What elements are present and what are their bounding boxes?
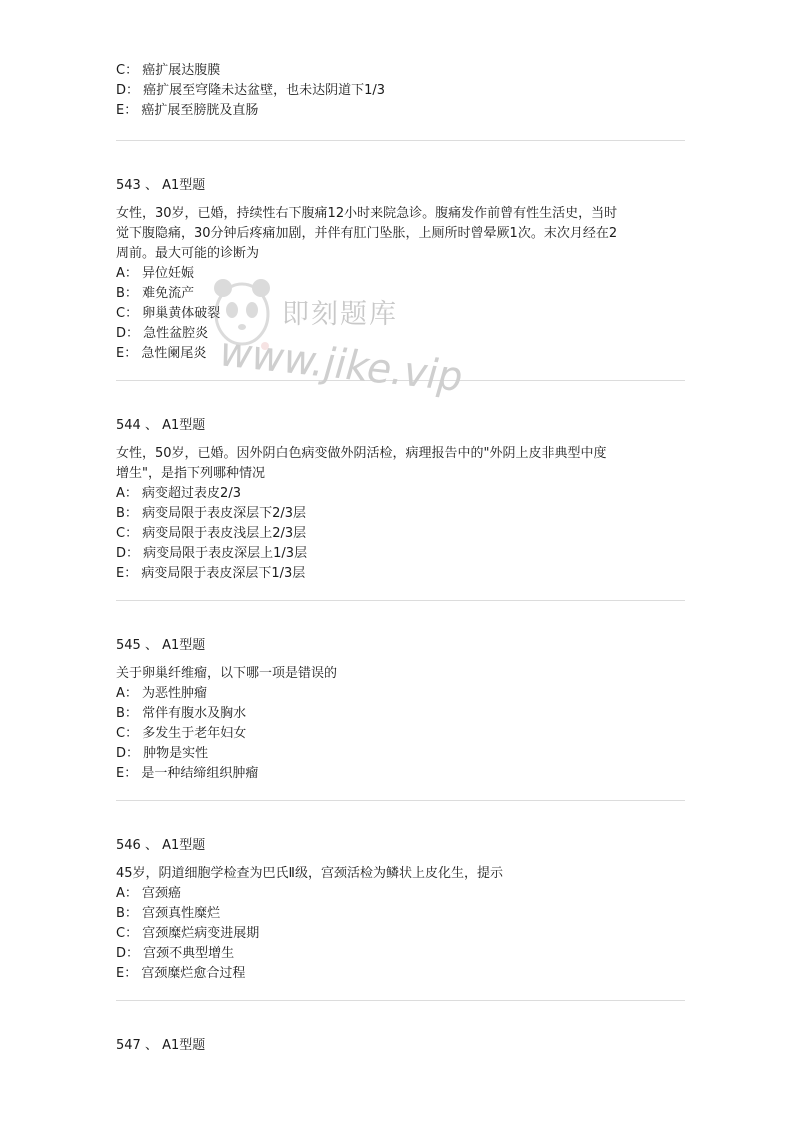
option-d: D： 肿物是实性 xyxy=(116,746,209,761)
question-stem-line: 周前。最大可能的诊断为 xyxy=(116,246,260,261)
option-b: B： 常伴有腹水及胸水 xyxy=(116,706,247,721)
option-e: E： 癌扩展至膀胱及直肠 xyxy=(116,103,259,118)
question-stem-line: 女性，30岁，已婚，持续性右下腹痛12小时来院急诊。腹痛发作前曾有性生活史，当时 xyxy=(116,206,618,221)
option-e: E： 宫颈糜烂愈合过程 xyxy=(116,966,246,981)
question-545 xyxy=(116,636,686,784)
option-c: C： 多发生于老年妇女 xyxy=(116,726,247,741)
divider xyxy=(116,140,685,141)
divider xyxy=(116,380,685,381)
question-stem-line: 关于卵巢纤维瘤，以下哪一项是错误的 xyxy=(116,666,338,681)
question-547 xyxy=(116,1036,686,1056)
question-stem-line: 觉下腹隐痛，30分钟后疼痛加剧，并伴有肛门坠胀，上厕所时曾晕厥1次。末次月经在2 xyxy=(116,226,618,241)
option-d: D： 病变局限于表皮深层上1/3层 xyxy=(116,546,308,561)
option-b: B： 病变局限于表皮深层下2/3层 xyxy=(116,506,306,521)
question-546 xyxy=(116,836,686,984)
option-e: E： 急性阑尾炎 xyxy=(116,346,207,361)
question-header: 543 、 A1型题 xyxy=(116,178,206,193)
divider xyxy=(116,600,685,601)
question-header: 547 、 A1型题 xyxy=(116,1038,206,1053)
option-a: A： 宫颈癌 xyxy=(116,886,182,901)
option-c: C： 癌扩展达腹膜 xyxy=(116,63,221,78)
divider xyxy=(116,800,685,801)
option-a: A： 异位妊娠 xyxy=(116,266,195,281)
option-c: C： 病变局限于表皮浅层上2/3层 xyxy=(116,526,307,541)
option-c: C： 卵巢黄体破裂 xyxy=(116,306,221,321)
option-d: D： 宫颈不典型增生 xyxy=(116,946,235,961)
question-stem-line: 女性，50岁，已婚。因外阴白色病变做外阴活检，病理报告中的"外阴上皮非典型中度 xyxy=(116,446,607,461)
option-b: B： 难免流产 xyxy=(116,286,195,301)
option-a: A： 为恶性肿瘤 xyxy=(116,686,208,701)
question-544 xyxy=(116,416,686,584)
option-d: D： 急性盆腔炎 xyxy=(116,326,209,341)
option-c: C： 宫颈糜烂病变进展期 xyxy=(116,926,260,941)
divider xyxy=(116,1000,685,1001)
question-stem-line: 增生"，是指下列哪种情况 xyxy=(116,466,265,481)
watermark-text: 即刻题库 xyxy=(282,299,398,330)
watermark-url: www.jike.vip xyxy=(213,329,470,401)
question-header: 544 、 A1型题 xyxy=(116,418,206,433)
question-header: 546 、 A1型题 xyxy=(116,838,206,853)
question-stem-line: 45岁，阴道细胞学检查为巴氏Ⅱ级，宫颈活检为鳞状上皮化生，提示 xyxy=(116,866,503,881)
question-header: 545 、 A1型题 xyxy=(116,638,206,653)
option-e: E： 病变局限于表皮深层下1/3层 xyxy=(116,566,306,581)
option-e: E： 是一种结缔组织肿瘤 xyxy=(116,766,259,781)
question-543 xyxy=(116,176,686,364)
prev-question-options xyxy=(116,61,686,121)
option-d: D： 癌扩展至穹隆未达盆壁，也未达阴道下1/3 xyxy=(116,83,386,98)
option-b: B： 宫颈真性糜烂 xyxy=(116,906,221,921)
option-a: A： 病变超过表皮2/3 xyxy=(116,486,241,501)
